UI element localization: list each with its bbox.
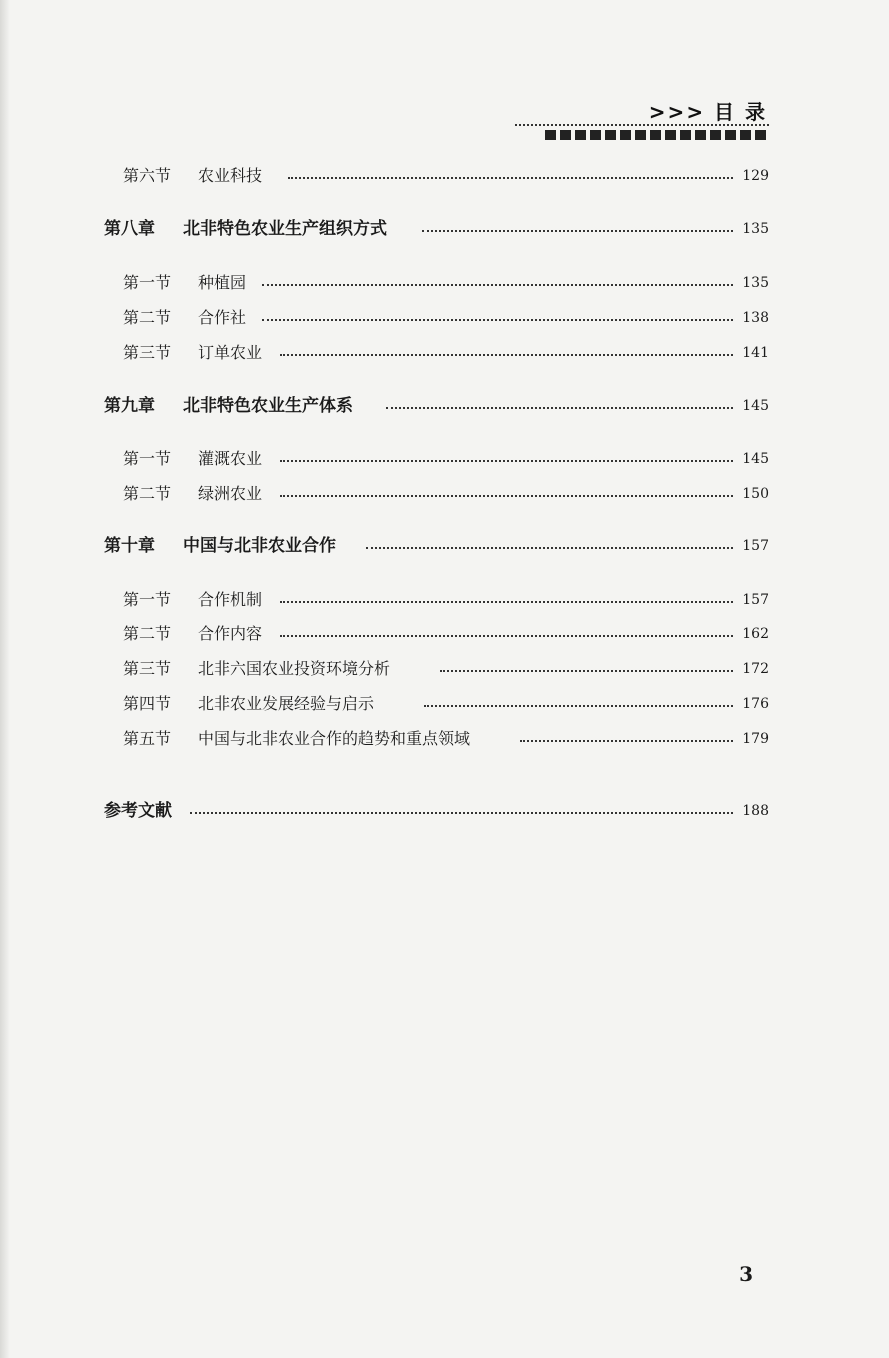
toc-leader-dots <box>288 177 733 179</box>
toc-entry-label: 第二节 <box>123 624 172 643</box>
toc-entry-label: 第六节 <box>123 166 172 185</box>
toc-entry <box>0 798 889 824</box>
toc-entry <box>0 305 889 331</box>
toc-entry <box>0 621 889 647</box>
toc-entry <box>0 393 889 419</box>
toc-entry-title: 北非六国农业投资环境分析 <box>198 659 391 678</box>
toc-leader-dots <box>280 495 733 497</box>
toc-entry-title: 灌溉农业 <box>198 449 263 468</box>
toc-entry-page: 162 <box>742 626 769 642</box>
toc-leader-dots <box>440 670 733 672</box>
toc-entry-page: 135 <box>742 221 769 237</box>
toc-leader-dots <box>280 460 733 462</box>
toc-entry <box>0 533 889 559</box>
toc-entry-title: 合作社 <box>198 308 247 327</box>
toc-entry <box>0 726 889 752</box>
toc-entry <box>0 656 889 682</box>
toc-leader-dots <box>262 284 733 286</box>
toc-entry-page: 129 <box>742 168 769 184</box>
toc-entry-label: 第一节 <box>123 590 172 609</box>
toc-entry-title: 订单农业 <box>198 343 263 362</box>
toc-entry-title: 中国与北非农业合作的趋势和重点领域 <box>198 729 471 748</box>
toc-entry <box>0 587 889 613</box>
toc-leader-dots <box>262 319 733 321</box>
toc-entry-page: 179 <box>742 731 769 747</box>
toc-entry-title: 北非特色农业生产组织方式 <box>183 219 387 239</box>
toc-entry-label: 第三节 <box>123 343 172 362</box>
toc-entry-label: 第八章 <box>104 219 155 239</box>
toc-entry-page: 141 <box>742 345 769 361</box>
toc-entry-page: 138 <box>742 310 769 326</box>
toc-entry-label: 第二节 <box>123 484 172 503</box>
page-number: 3 <box>739 1262 753 1286</box>
header-dotted-rule <box>515 124 769 126</box>
toc-entry <box>0 340 889 366</box>
toc-entry-page: 172 <box>742 661 769 677</box>
header-block-rule <box>545 130 769 140</box>
toc-leader-dots <box>422 230 733 232</box>
toc-entry-label: 第三节 <box>123 659 172 678</box>
toc-entry-title: 种植园 <box>198 273 247 292</box>
toc-entry-page: 145 <box>742 398 769 414</box>
toc-entry-label: 第十章 <box>104 536 155 556</box>
toc-entry-page: 135 <box>742 275 769 291</box>
toc-entry-title: 合作机制 <box>198 590 263 609</box>
toc-entry <box>0 163 889 189</box>
toc-leader-dots <box>520 740 733 742</box>
toc-entry-title: 绿洲农业 <box>198 484 263 503</box>
toc-entry-page: 157 <box>742 538 769 554</box>
toc-entry-title: 农业科技 <box>198 166 263 185</box>
toc-entry-label: 第一节 <box>123 449 172 468</box>
toc-leader-dots <box>424 705 733 707</box>
toc-leader-dots <box>280 354 733 356</box>
toc-entry-page: 157 <box>742 592 769 608</box>
toc-entry-label: 第四节 <box>123 694 172 713</box>
toc-entry-title: 中国与北非农业合作 <box>183 536 336 556</box>
toc-leader-dots <box>280 635 733 637</box>
toc-entry <box>0 270 889 296</box>
toc-entry-page: 176 <box>742 696 769 712</box>
toc-entry-title: 北非农业发展经验与启示 <box>198 694 375 713</box>
toc-entry-label: 第一节 <box>123 273 172 292</box>
toc-entry <box>0 691 889 717</box>
toc-entry-label: 第二节 <box>123 308 172 327</box>
toc-entry-title: 合作内容 <box>198 624 263 643</box>
toc-entry <box>0 446 889 472</box>
toc-entry <box>0 216 889 242</box>
toc-entry-label: 参考文献 <box>104 801 172 821</box>
toc-leader-dots <box>366 547 733 549</box>
toc-entry-label: 第九章 <box>104 396 155 416</box>
toc-leader-dots <box>386 407 733 409</box>
toc-leader-dots <box>280 601 733 603</box>
toc-leader-dots <box>190 812 733 814</box>
toc-entry-page: 150 <box>742 486 769 502</box>
toc-entry <box>0 481 889 507</box>
toc-entry-label: 第五节 <box>123 729 172 748</box>
running-header-title: >>> 目 录 <box>648 100 767 124</box>
toc-entry-page: 145 <box>742 451 769 467</box>
toc-entry-page: 188 <box>742 803 769 819</box>
toc-entry-title: 北非特色农业生产体系 <box>183 396 353 416</box>
